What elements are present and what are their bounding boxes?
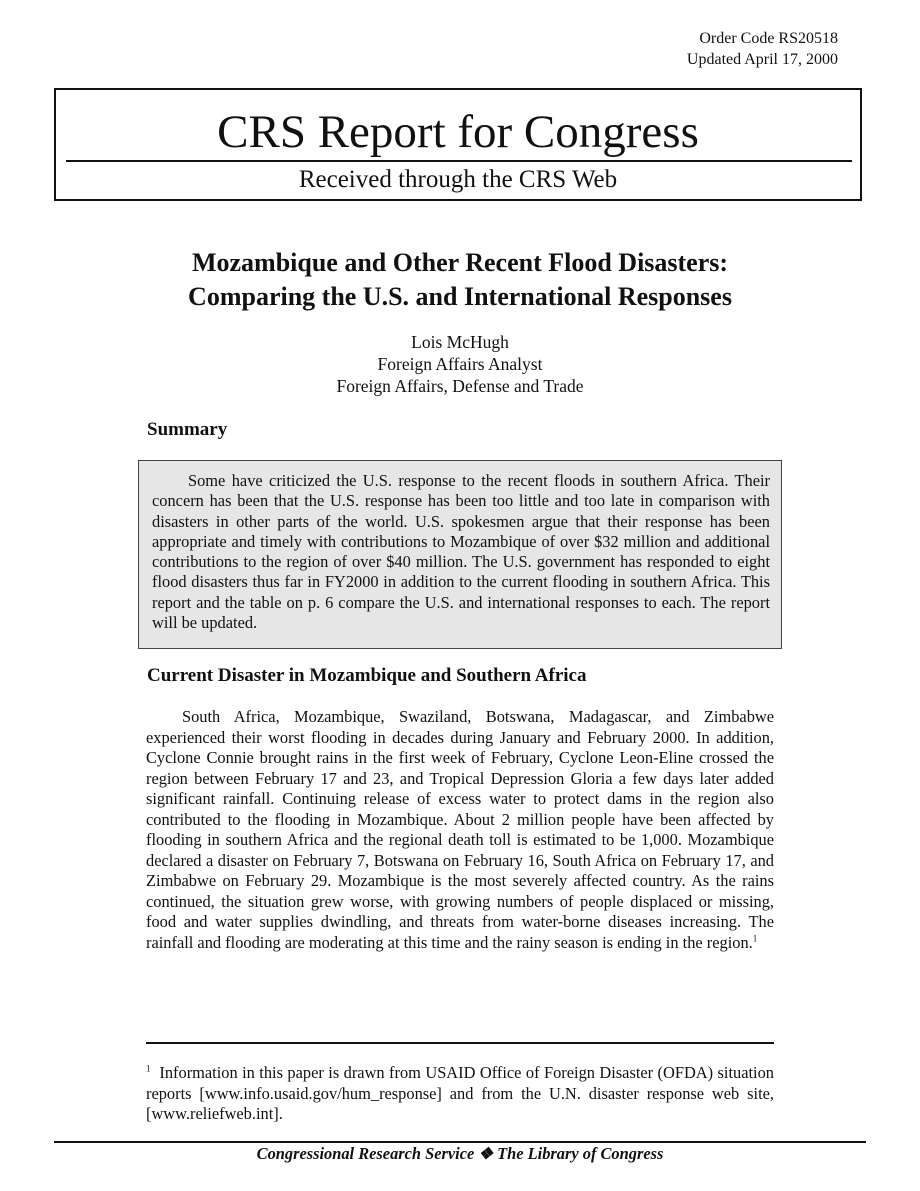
section-paragraph [146, 707, 774, 953]
summary-text: Some have criticized the U.S. response to the recent floods in southern Africa. Their concern has been that the U.S. response has been too little and too late in comparison with disasters in other parts of the world. U.S. spokesmen argue that their response has been appropriate and timely with contributions to Mozambique of over $32 million and additional contributions to the region of over $40 million. The U.S. government has responded to eight flood disasters thus far in FY2000 in addition to the current flooding in southern Africa. This report and the table on p. 6 compare the U.S. and international responses to each. The report will be updated. [152, 471, 770, 633]
banner-subtitle: Received through the CRS Web [298, 166, 618, 193]
author-block [100, 331, 820, 397]
author-division: Foreign Affairs, Defense and Trade [336, 376, 584, 396]
summary-box [138, 460, 782, 649]
report-title-line-1: Mozambique and Other Recent Flood Disasters: [191, 248, 729, 277]
updated-date: Updated April 17, 2000 [686, 51, 838, 68]
section-paragraph-text: South Africa, Mozambique, Swaziland, Botswana, Madagascar, and Zimbabwe experienced their worst flooding in decades during January and February 2000. In addition, Cyclone Connie brought rains in the first week of February, Cyclone Leon-Eline crossed the region between February 17 and 23, and Tropical Depression Gloria a few days later added significant rainfall. Continuing release of excess water to protect dams in the region also contributed to the flooding in Mozambique. About 2 million people have been affected by flooding in southern Africa and the regional death toll is estimated to be 1,000. Mozambique declared a disaster on February 7, Botswana on February 16, South Africa on February 17, and Zimbabwe on February 29. Mozambique is the most severely affected country. As the rains continued, the situation grew worse, with growing numbers of people displaced or missing, food and water supplies dwindling, and threats from water-borne diseases increasing. The rainfall and flooding are moderating at this time and the rainy season is ending in the region. [146, 707, 774, 952]
author-title: Foreign Affairs Analyst [377, 354, 543, 374]
author-name: Lois McHugh [411, 332, 509, 352]
banner-divider [66, 160, 852, 162]
footnote-divider [146, 1042, 774, 1044]
order-code: Order Code RS20518 [699, 30, 838, 47]
summary-heading: Summary [147, 419, 228, 440]
page-footer: Congressional Research Service ❖ The Library of Congress [256, 1144, 664, 1163]
footnote-text: Information in this paper is drawn from USAID Office of Foreign Disaster (OFDA) situation reports [www.info.usaid.gov/hum_response] and from the U.N. disaster response web site, [www.reliefweb.int]. [146, 1063, 774, 1123]
banner-title: CRS Report for Congress [217, 106, 699, 158]
footnote [146, 1063, 774, 1125]
footnote-marker: 1 [146, 1063, 151, 1074]
order-info [687, 28, 838, 70]
section-heading: Current Disaster in Mozambique and Southern Africa [147, 665, 587, 686]
report-title-line-2: Comparing the U.S. and International Responses [188, 282, 732, 311]
report-title [100, 246, 820, 314]
crs-banner [54, 88, 862, 201]
footnote-reference: 1 [752, 933, 758, 944]
